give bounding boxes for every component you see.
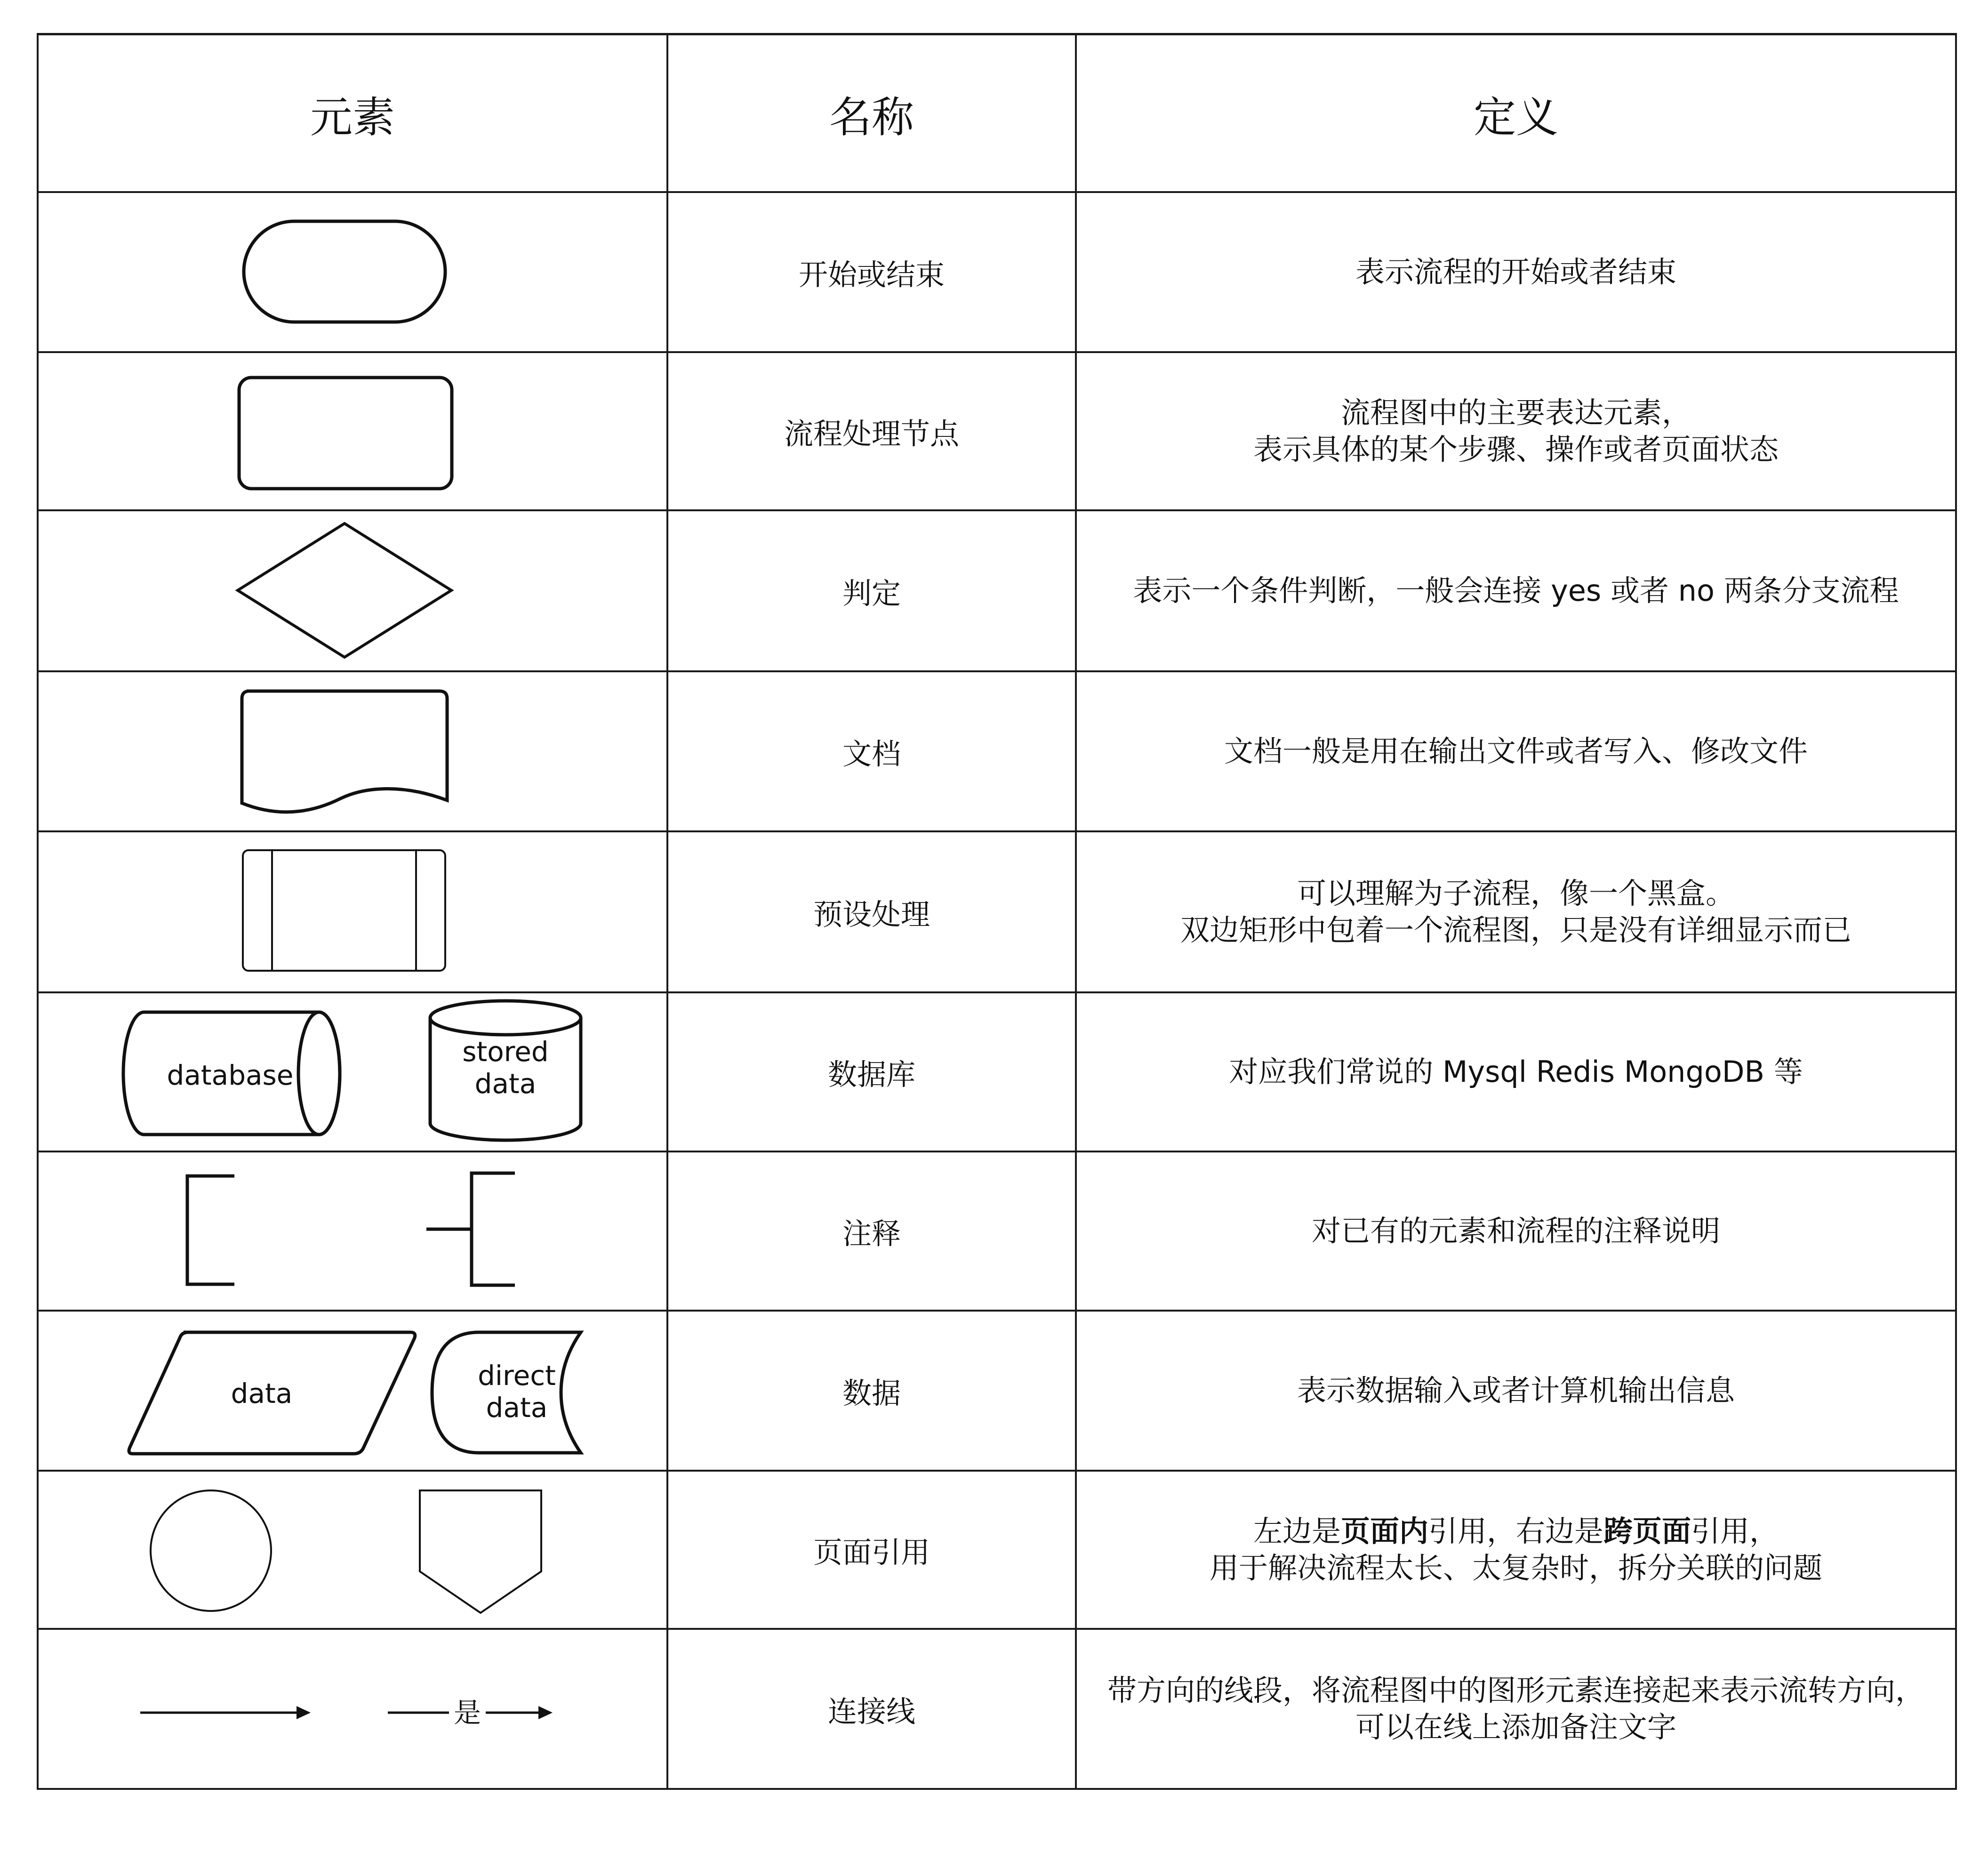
direct-data-symbol: [432, 1332, 581, 1453]
row-name: 流程处理节点: [666, 353, 1075, 509]
flowchart-symbol-table: [37, 33, 1957, 1785]
row-definition: [1075, 1312, 1957, 1470]
direct-data-label-line1: direct: [478, 1360, 556, 1392]
table-row: [37, 353, 1957, 511]
row-definition: [1075, 1152, 1957, 1310]
table-row: [37, 672, 1957, 832]
annotation-bracket-connector: [426, 1173, 515, 1285]
predefined-process-symbol: [40, 832, 665, 991]
decision-symbol: [40, 511, 665, 670]
table-row: [37, 1312, 1957, 1472]
row-definition: [1075, 511, 1957, 670]
row-name: 预设处理: [666, 832, 1075, 991]
row-definition: [1075, 1630, 1957, 1788]
row-name: 连接线: [666, 1630, 1075, 1788]
data-symbols: [40, 1312, 665, 1470]
annotation-symbols: [40, 1152, 665, 1310]
definition-line: [1210, 1513, 1822, 1550]
annotation-bracket-left: [187, 1176, 234, 1284]
table-row: [37, 993, 1957, 1152]
element-cell: [37, 1472, 666, 1628]
definition-segment: 引用，: [1691, 1514, 1779, 1548]
stored-data-label-line1: stored: [462, 1036, 549, 1068]
definition-segment: 引用，右边是: [1428, 1514, 1603, 1548]
row-definition: [1075, 832, 1957, 991]
off-page-reference-pentagon: [420, 1490, 541, 1613]
row-name: 数据: [666, 1312, 1075, 1470]
table-row: [37, 832, 1957, 993]
row-name: 页面引用: [666, 1472, 1075, 1628]
plain-arrow: [140, 1706, 311, 1719]
stored-data-label-line2: data: [474, 1068, 537, 1100]
table-row: [37, 1630, 1957, 1790]
element-cell: [37, 353, 666, 509]
definition-line: 表示一个条件判断，一般会连接 yes 或者 no 两条分支流程: [1133, 573, 1899, 608]
definition-bold-segment: 跨页面: [1603, 1514, 1691, 1548]
definition-line: 表示具体的某个步骤、操作或者页面状态: [1253, 432, 1779, 467]
table-row: [37, 511, 1957, 672]
connector-symbols: [40, 1630, 665, 1788]
header-definition-cell: [1075, 35, 1957, 191]
row-name: 开始或结束: [666, 193, 1075, 351]
process-symbol: [40, 353, 665, 509]
row-definition: [1075, 353, 1957, 509]
header-name-cell: [666, 35, 1075, 191]
header-element: 元素: [310, 92, 395, 142]
header-element-cell: [37, 35, 666, 191]
row-definition: [1075, 993, 1957, 1151]
row-name: 数据库: [666, 993, 1075, 1151]
definition-line: 可以在线上添加备注文字: [1355, 1710, 1676, 1744]
horizontal-database-symbol: [123, 1012, 340, 1135]
row-name: 文档: [666, 672, 1075, 830]
element-cell: [37, 672, 666, 830]
element-cell: [37, 511, 666, 670]
definition-line: 对已有的元素和流程的注释说明: [1311, 1214, 1720, 1248]
data-parallelogram-symbol: [129, 1332, 415, 1454]
element-cell: [37, 993, 666, 1151]
header-definition: 定义: [1474, 92, 1558, 142]
table-row: [37, 193, 1957, 353]
row-name: 注释: [666, 1152, 1075, 1310]
element-cell: [37, 832, 666, 991]
definition-line: 文档一般是用在输出文件或者写入、修改文件: [1224, 734, 1808, 768]
database-label: database: [167, 1059, 294, 1091]
definition-line: 双边矩形中包着一个流程图，只是没有详细显示而已: [1180, 913, 1852, 947]
row-definition: [1075, 193, 1957, 351]
definition-line: 带方向的线段，将流程图中的图形元素连接起来表示流转方向，: [1107, 1673, 1924, 1707]
data-label: data: [231, 1377, 293, 1409]
definition-line: 对应我们常说的 Mysql Redis MongoDB 等: [1229, 1055, 1803, 1089]
definition-line: 用于解决流程太长、太复杂时，拆分关联的问题: [1209, 1551, 1822, 1585]
definition-bold-segment: 页面内: [1340, 1514, 1428, 1548]
header-row: [37, 33, 1957, 193]
definition-segment: 左边是: [1253, 1514, 1341, 1548]
row-definition: [1075, 1472, 1957, 1628]
definition-line: 流程图中的主要表达元素，: [1340, 395, 1691, 430]
labeled-arrow: [388, 1697, 553, 1729]
header-name: 名称: [829, 92, 914, 142]
document-symbol: [40, 672, 665, 830]
definition-line: 表示数据输入或者计算机输出信息: [1297, 1373, 1735, 1408]
direct-data-label-line2: data: [486, 1392, 548, 1424]
table-row: [37, 1152, 1957, 1312]
element-cell: [37, 193, 666, 351]
definition-line: 表示流程的开始或者结束: [1355, 255, 1676, 289]
page-reference-symbols: [40, 1472, 665, 1628]
arrow-label: 是: [453, 1697, 481, 1729]
element-cell: [37, 1312, 666, 1470]
stored-data-symbol: [430, 1001, 581, 1140]
table-row: [37, 1472, 1957, 1630]
row-name: 判定: [666, 511, 1075, 670]
element-cell: [37, 1152, 666, 1310]
on-page-reference-circle: [151, 1490, 271, 1611]
row-definition: [1075, 672, 1957, 830]
terminator-symbol: [40, 193, 665, 351]
definition-line: 可以理解为子流程，像一个黑盒。: [1297, 876, 1735, 910]
element-cell: [37, 1630, 666, 1788]
database-symbols: [40, 993, 665, 1151]
